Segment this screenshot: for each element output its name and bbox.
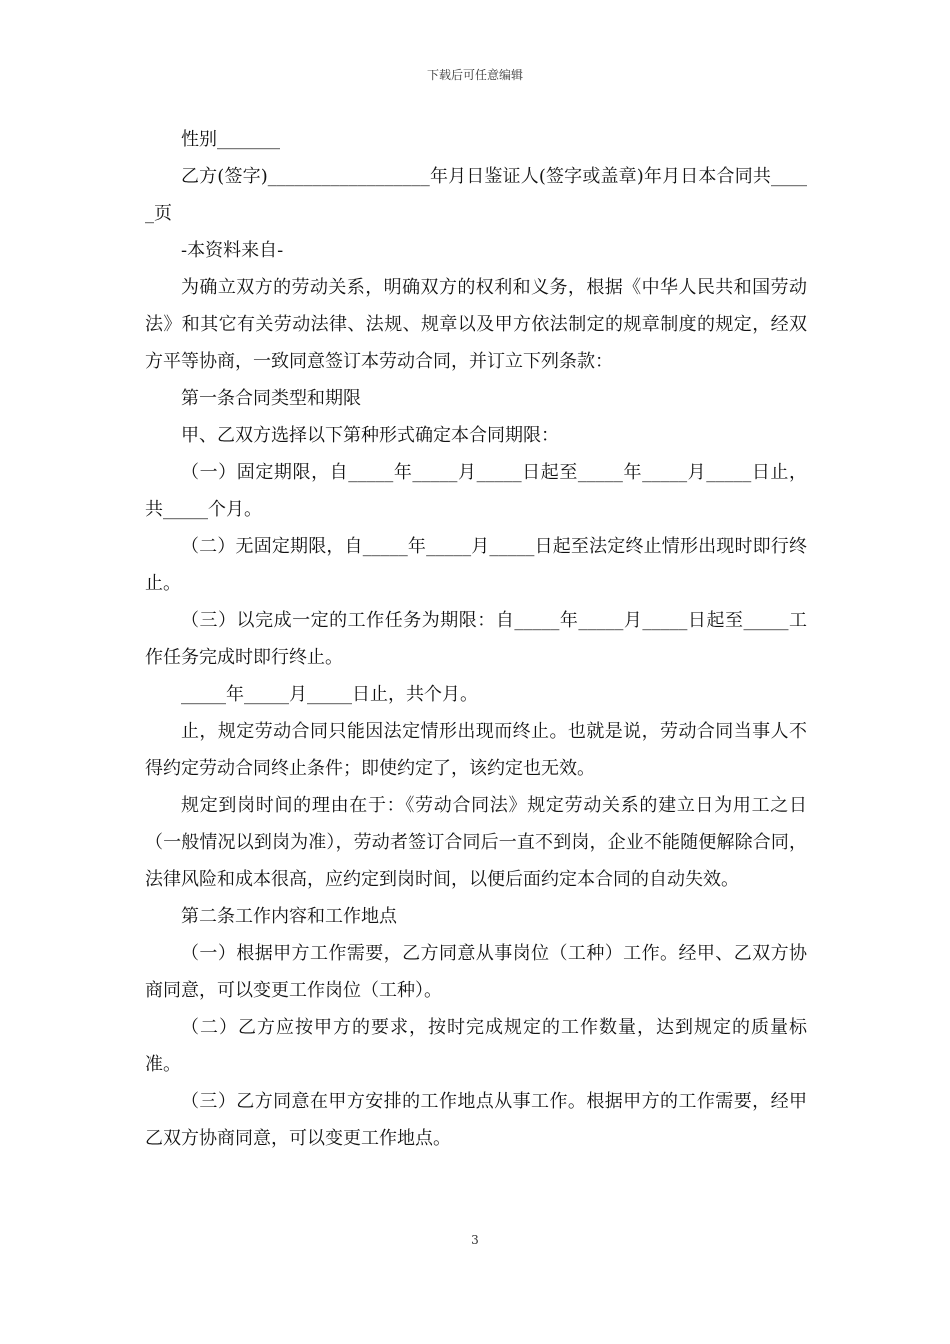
paragraph-onboarding-reason: 规定到岗时间的理由在于：《劳动合同法》规定劳动关系的建立日为用工之日（一般情况以到岗为准），劳动者签订合同后一直不到岗，企业不能随便解除合同，法律风险和成本很高，应约定到岗时间，以便后面约定本合同的自动失效。 [145,795,807,890]
document-body [145,121,807,1157]
paragraph-party-b-signature: 乙方(签字)__________________年月日鉴证人(签字或盖章)年月日本合同共_____页 [145,166,807,224]
paragraph-work-quota: （二）乙方应按甲方的要求，按时完成规定的工作数量，达到规定的质量标准。 [145,1017,807,1075]
paragraph-fixed-term: （一）固定期限，自_____年_____月_____日起至_____年_____月_____日止，共_____个月。 [145,462,807,520]
paragraph-job-position: （一）根据甲方工作需要，乙方同意从事岗位（工种）工作。经甲、乙双方协商同意，可以变更工作岗位（工种）。 [145,943,807,1001]
article-2-heading: 第二条工作内容和工作地点 [181,906,397,927]
paragraph-termination-note: 止，规定劳动合同只能因法定情形出现而终止。也就是说，劳动合同当事人不得约定劳动合同终止条件；即使约定了，该约定也无效。 [145,721,807,779]
paragraph-task-term: （三）以完成一定的工作任务为期限：自_____年_____月_____日起至_____工作任务完成时即行终止。 [145,610,807,668]
paragraph-work-location: （三）乙方同意在甲方安排的工作地点从事工作。根据甲方的工作需要，经甲乙双方协商同意，可以变更工作地点。 [145,1091,807,1149]
header-note: 下载后可任意编辑 [426,68,523,82]
paragraph-preamble: 为确立双方的劳动关系，明确双方的权利和义务，根据《中华人民共和国劳动法》和其它有关劳动法律、法规、规章以及甲方依法制定的规章制度的规定，经双方平等协商，一致同意签订本劳动合同，并订立下列条款： [145,277,807,372]
paragraph-open-term: （二）无固定期限，自_____年_____月_____日起至法定终止情形出现时即行终止。 [145,536,807,594]
paragraph-gender: 性别_______ [181,129,280,150]
paragraph-term-choice: 甲、乙双方选择以下第种形式确定本合同期限： [181,425,559,446]
page-number: 3 [471,1233,479,1247]
paragraph-end-date: _____年_____月_____日止，共个月。 [181,684,478,705]
article-1-heading: 第一条合同类型和期限 [181,388,361,409]
paragraph-source-note: -本资料来自- [181,240,284,261]
